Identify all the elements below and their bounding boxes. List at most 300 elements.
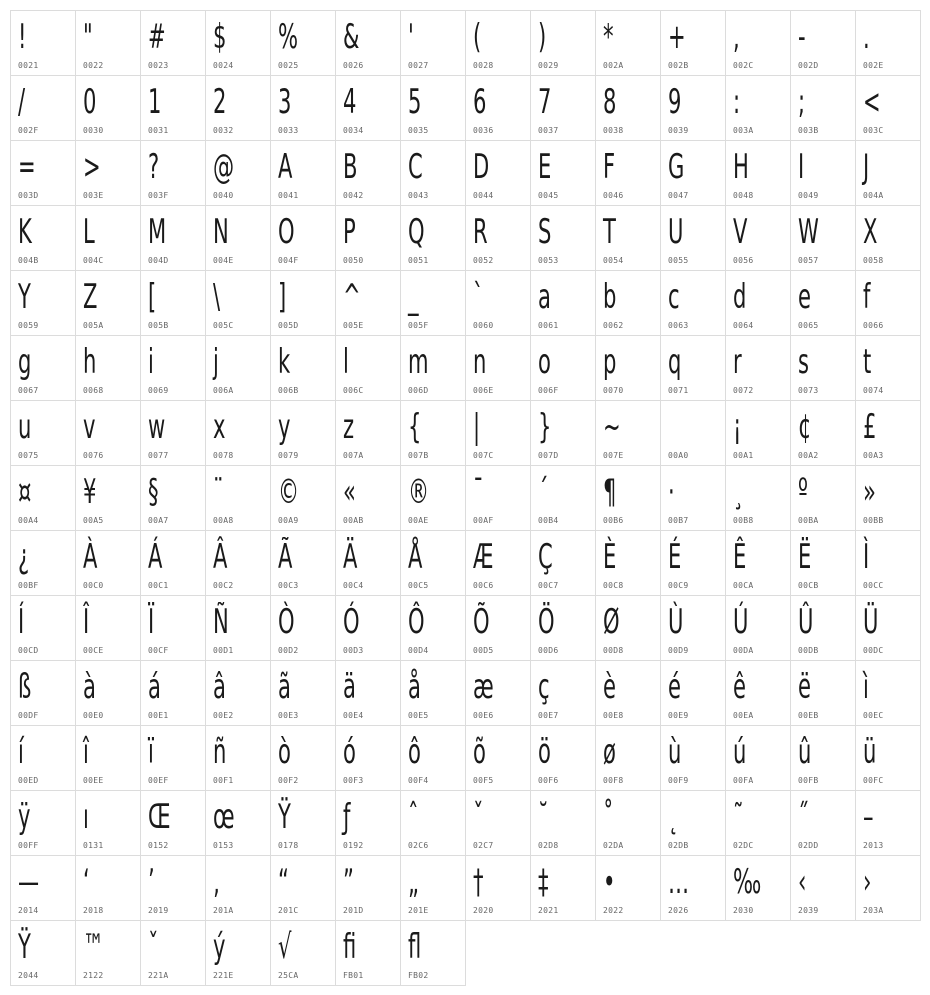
glyph-char: ì: [863, 667, 869, 707]
glyph-code: 002B: [668, 61, 689, 70]
glyph-char: ;: [798, 82, 806, 122]
glyph-char: f: [863, 277, 871, 317]
glyph-cell: [335, 855, 401, 921]
glyph-cell: [855, 725, 921, 791]
glyph-code: 0060: [473, 321, 494, 330]
glyph-cell: [725, 335, 791, 401]
glyph-cell: [75, 530, 141, 596]
glyph-code: 0067: [18, 386, 39, 395]
glyph-code: 2018: [83, 906, 104, 915]
glyph-cell: [400, 595, 466, 661]
glyph-code: 0070: [603, 386, 624, 395]
glyph-char: Ò: [278, 602, 295, 642]
glyph-char: l: [343, 342, 349, 382]
glyph-char: ‡: [538, 862, 549, 902]
glyph-code: 006A: [213, 386, 234, 395]
glyph-char: Ü: [863, 602, 879, 642]
glyph-char: ~: [603, 407, 621, 447]
glyph-cell: [140, 400, 206, 466]
glyph-code: 0061: [538, 321, 559, 330]
glyph-cell: [725, 465, 791, 531]
glyph-cell: [10, 465, 76, 531]
glyph-code: 006F: [538, 386, 559, 395]
glyph-code: 006C: [343, 386, 364, 395]
glyph-cell: [75, 75, 141, 141]
glyph-char: Û: [798, 602, 814, 642]
glyph-code: 00CF: [148, 646, 169, 655]
glyph-cell: [140, 855, 206, 921]
glyph-char: ü: [863, 732, 877, 772]
glyph-code: 0056: [733, 256, 754, 265]
glyph-char: ·: [668, 472, 675, 512]
glyph-char: >: [83, 147, 101, 187]
glyph-code: 00E9: [668, 711, 689, 720]
glyph-code: 00C1: [148, 581, 169, 590]
glyph-char: T: [603, 212, 616, 252]
glyph-code: 00F4: [408, 776, 429, 785]
glyph-cell: [530, 595, 596, 661]
glyph-cell: [725, 140, 791, 206]
glyph-char: º: [798, 472, 808, 512]
glyph-cell: [855, 595, 921, 661]
glyph-cell: [465, 660, 531, 726]
glyph-char: û: [798, 732, 812, 772]
glyph-code: 00E8: [603, 711, 624, 720]
glyph-char: ˇ: [148, 927, 159, 967]
glyph-char: =: [18, 147, 36, 187]
glyph-cell: [855, 75, 921, 141]
glyph-char: ”: [343, 862, 354, 902]
glyph-code: 0025: [278, 61, 299, 70]
glyph-char: t: [863, 342, 872, 382]
glyph-char: i: [148, 342, 154, 382]
glyph-code: 0028: [473, 61, 494, 70]
glyph-char: 3: [278, 82, 292, 122]
glyph-cell: [530, 790, 596, 856]
glyph-char: ß: [18, 667, 32, 707]
glyph-code: 0037: [538, 126, 559, 135]
glyph-char: Ç: [538, 537, 553, 577]
glyph-char: Ì: [863, 537, 870, 577]
glyph-cell: [205, 595, 271, 661]
glyph-code: 004E: [213, 256, 234, 265]
glyph-char: Ñ: [213, 602, 229, 642]
glyph-code: 00F9: [668, 776, 689, 785]
glyph-cell: [660, 75, 726, 141]
glyph-char: Å: [408, 537, 423, 577]
glyph-cell: [790, 400, 856, 466]
glyph-code: 00B7: [668, 516, 689, 525]
glyph-cell: [400, 205, 466, 271]
glyph-code: 0035: [408, 126, 429, 135]
glyph-code: 0055: [668, 256, 689, 265]
glyph-cell: [270, 10, 336, 76]
glyph-code: 0054: [603, 256, 624, 265]
glyph-cell: [10, 530, 76, 596]
glyph-code: 005D: [278, 321, 299, 330]
glyph-code: 00C9: [668, 581, 689, 590]
glyph-char: G: [668, 147, 685, 187]
glyph-char: 8: [603, 82, 617, 122]
glyph-char: ‘: [83, 862, 90, 902]
glyph-char: ø: [603, 732, 616, 772]
glyph-cell: [140, 920, 206, 986]
glyph-cell: [400, 400, 466, 466]
glyph-char: È: [603, 537, 617, 577]
glyph-cell: [270, 660, 336, 726]
glyph-char: †: [473, 862, 484, 902]
glyph-cell: [400, 270, 466, 336]
glyph-cell: [400, 335, 466, 401]
glyph-char: å: [408, 667, 421, 707]
glyph-cell: [335, 465, 401, 531]
glyph-code: 007D: [538, 451, 559, 460]
glyph-code: 00CA: [733, 581, 754, 590]
glyph-code: 00DF: [18, 711, 39, 720]
glyph-code: 0045: [538, 191, 559, 200]
glyph-char: Õ: [473, 602, 490, 642]
glyph-code: 221A: [148, 971, 169, 980]
glyph-code: 0033: [278, 126, 299, 135]
glyph-cell: [140, 790, 206, 856]
glyph-cell: [595, 790, 661, 856]
glyph-code: 004F: [278, 256, 299, 265]
glyph-cell: [465, 335, 531, 401]
glyph-code: 00F1: [213, 776, 234, 785]
glyph-code: 00EF: [148, 776, 169, 785]
glyph-code: 00CC: [863, 581, 884, 590]
glyph-cell: [205, 790, 271, 856]
glyph-char: Î: [83, 602, 90, 642]
glyph-code: 0044: [473, 191, 494, 200]
glyph-code: 0178: [278, 841, 299, 850]
glyph-cell: [270, 725, 336, 791]
glyph-char: ﬁ: [343, 927, 357, 967]
glyph-code: 201E: [408, 906, 429, 915]
glyph-cell: [140, 725, 206, 791]
glyph-cell: [205, 10, 271, 76]
glyph-char: 9: [668, 82, 682, 122]
glyph-code: 0078: [213, 451, 234, 460]
glyph-char: §: [148, 472, 159, 512]
glyph-code: 002E: [863, 61, 884, 70]
glyph-cell: [140, 660, 206, 726]
glyph-char: O: [278, 212, 295, 252]
glyph-char: ©: [278, 472, 300, 512]
glyph-code: 0077: [148, 451, 169, 460]
glyph-cell: [75, 920, 141, 986]
glyph-code: 00E5: [408, 711, 429, 720]
glyph-char: J: [863, 147, 870, 187]
glyph-cell: [335, 205, 401, 271]
glyph-cell: [140, 205, 206, 271]
glyph-cell: [75, 465, 141, 531]
glyph-cell: [10, 10, 76, 76]
glyph-code: FB02: [408, 971, 429, 980]
glyph-cell: [335, 595, 401, 661]
glyph-char: ˜: [733, 797, 744, 837]
glyph-char: Ù: [668, 602, 684, 642]
glyph-char: ¿: [18, 537, 30, 577]
glyph-char: s: [798, 342, 809, 382]
glyph-code: 00ED: [18, 776, 39, 785]
glyph-char: b: [603, 277, 617, 317]
glyph-code: 002F: [18, 126, 39, 135]
glyph-code: 00C4: [343, 581, 364, 590]
glyph-char: y: [278, 407, 291, 447]
glyph-cell: [725, 10, 791, 76]
glyph-cell: [790, 595, 856, 661]
glyph-char: -: [798, 17, 806, 57]
glyph-cell: [790, 140, 856, 206]
glyph-code: 0065: [798, 321, 819, 330]
glyph-code: 00EA: [733, 711, 754, 720]
glyph-code: 00D2: [278, 646, 299, 655]
glyph-cell: [400, 855, 466, 921]
glyph-code: 00EC: [863, 711, 884, 720]
glyph-cell: [335, 75, 401, 141]
glyph-cell: [140, 595, 206, 661]
glyph-cell: [75, 335, 141, 401]
glyph-char: Ó: [343, 602, 360, 642]
glyph-cell: [595, 595, 661, 661]
glyph-code: 00BB: [863, 516, 884, 525]
glyph-code: 0026: [343, 61, 364, 70]
glyph-cell: [855, 140, 921, 206]
glyph-code: 0046: [603, 191, 624, 200]
glyph-cell: [855, 10, 921, 76]
glyph-char: ˝: [798, 797, 809, 837]
glyph-code: 0034: [343, 126, 364, 135]
glyph-char: Ô: [408, 602, 425, 642]
glyph-cell: [790, 75, 856, 141]
glyph-code: 00E6: [473, 711, 494, 720]
glyph-char: ˛: [668, 797, 679, 837]
glyph-char: (: [473, 17, 482, 57]
glyph-char: 7: [538, 82, 552, 122]
glyph-code: 005A: [83, 321, 104, 330]
glyph-cell: [790, 660, 856, 726]
glyph-char: æ: [473, 667, 494, 707]
glyph-char: ¤: [18, 472, 32, 512]
glyph-code: 005F: [408, 321, 429, 330]
glyph-code: 2026: [668, 906, 689, 915]
glyph-cell: [10, 140, 76, 206]
glyph-char: ý: [213, 927, 226, 967]
glyph-char: p: [603, 342, 617, 382]
glyph-cell: [790, 205, 856, 271]
glyph-cell: [10, 75, 76, 141]
glyph-char: ®: [408, 472, 430, 512]
glyph-code: 2014: [18, 906, 39, 915]
glyph-cell: [400, 140, 466, 206]
glyph-cell: [10, 855, 76, 921]
glyph-code: 0075: [18, 451, 39, 460]
glyph-char: ¶: [603, 472, 617, 512]
glyph-cell: [10, 205, 76, 271]
glyph-code: 004B: [18, 256, 39, 265]
glyph-cell: [595, 725, 661, 791]
glyph-char: ˆ: [408, 797, 419, 837]
glyph-code: 003F: [148, 191, 169, 200]
glyph-cell: [75, 855, 141, 921]
glyph-cell: [140, 335, 206, 401]
glyph-char: 1: [148, 82, 162, 122]
glyph-char: Ú: [733, 602, 749, 642]
glyph-char: 6: [473, 82, 487, 122]
glyph-cell: [140, 530, 206, 596]
glyph-char: K: [18, 212, 32, 252]
glyph-char: ã: [278, 667, 291, 707]
glyph-cell: [465, 790, 531, 856]
glyph-char: B: [343, 147, 358, 187]
glyph-code: 0039: [668, 126, 689, 135]
glyph-char: á: [148, 667, 161, 707]
glyph-cell: [205, 660, 271, 726]
glyph-cell: [530, 725, 596, 791]
glyph-code: 0072: [733, 386, 754, 395]
glyph-code: 2013: [863, 841, 884, 850]
glyph-cell: [790, 855, 856, 921]
glyph-code: 0079: [278, 451, 299, 460]
glyph-char: X: [863, 212, 878, 252]
glyph-code: 00AF: [473, 516, 494, 525]
glyph-cell: [205, 205, 271, 271]
glyph-code: 003D: [18, 191, 39, 200]
glyph-char: H: [733, 147, 749, 187]
glyph-char: <: [863, 82, 881, 122]
glyph-char: À: [83, 537, 98, 577]
glyph-char: ¸: [733, 472, 744, 512]
glyph-char: √: [278, 927, 292, 967]
glyph-char: ê: [733, 667, 746, 707]
glyph-cell: [855, 660, 921, 726]
glyph-cell: [75, 790, 141, 856]
glyph-char: ö: [538, 732, 551, 772]
glyph-cell: [725, 595, 791, 661]
glyph-cell: [595, 10, 661, 76]
glyph-cell: [465, 530, 531, 596]
glyph-char: N: [213, 212, 229, 252]
glyph-cell: [75, 400, 141, 466]
glyph-char: –: [863, 797, 874, 837]
glyph-cell: [855, 205, 921, 271]
glyph-cell: [660, 530, 726, 596]
glyph-code: 00CB: [798, 581, 819, 590]
glyph-cell: [335, 270, 401, 336]
glyph-code: 00CD: [18, 646, 39, 655]
glyph-code: 0048: [733, 191, 754, 200]
glyph-cell: [530, 10, 596, 76]
glyph-char: L: [83, 212, 95, 252]
glyph-char: u: [18, 407, 32, 447]
glyph-code: 007E: [603, 451, 624, 460]
glyph-code: 201C: [278, 906, 299, 915]
glyph-char: ¢: [798, 407, 812, 447]
glyph-char: ": [83, 17, 93, 57]
glyph-char: Z: [83, 277, 98, 317]
glyph-char: Ÿ: [278, 797, 291, 837]
glyph-cell: [205, 400, 271, 466]
glyph-char: ‰: [733, 862, 762, 902]
glyph-char: a: [538, 277, 551, 317]
glyph-cell: [790, 270, 856, 336]
glyph-code: 2044: [18, 971, 39, 980]
glyph-cell: [855, 335, 921, 401]
glyph-code: 00AB: [343, 516, 364, 525]
glyph-code: 0024: [213, 61, 234, 70]
glyph-code: 00F3: [343, 776, 364, 785]
glyph-char: œ: [213, 797, 235, 837]
glyph-char: ñ: [213, 732, 227, 772]
glyph-char: ù: [668, 732, 682, 772]
glyph-code: 005C: [213, 321, 234, 330]
glyph-char: Ä: [343, 537, 358, 577]
glyph-code: 00D4: [408, 646, 429, 655]
glyph-char: ^: [343, 277, 361, 317]
glyph-code: 007B: [408, 451, 429, 460]
glyph-code: 00FF: [18, 841, 39, 850]
glyph-code: 00FA: [733, 776, 754, 785]
glyph-cell: [140, 465, 206, 531]
glyph-cell: [660, 855, 726, 921]
glyph-code: 002A: [603, 61, 624, 70]
glyph-code: 002D: [798, 61, 819, 70]
glyph-cell: [725, 75, 791, 141]
glyph-cell: [725, 855, 791, 921]
glyph-code: 00BF: [18, 581, 39, 590]
glyph-cell: [400, 790, 466, 856]
glyph-code: 00AE: [408, 516, 429, 525]
glyph-char: +: [668, 17, 686, 57]
glyph-cell: [335, 530, 401, 596]
glyph-cell: [10, 920, 76, 986]
glyph-cell: [660, 660, 726, 726]
glyph-char: ,: [733, 17, 740, 57]
glyph-char: c: [668, 277, 680, 317]
glyph-code: 02DC: [733, 841, 754, 850]
glyph-char: }: [538, 407, 552, 447]
glyph-char: ı: [83, 797, 89, 837]
glyph-char: &: [343, 17, 360, 57]
glyph-char: !: [18, 17, 27, 57]
glyph-char: ƒ: [343, 797, 351, 837]
glyph-char: ú: [733, 732, 747, 772]
glyph-code: 2030: [733, 906, 754, 915]
glyph-char: ò: [278, 732, 291, 772]
glyph-code: 00D3: [343, 646, 364, 655]
glyph-cell: [270, 140, 336, 206]
glyph-code: 006D: [408, 386, 429, 395]
glyph-char: ˇ: [473, 797, 484, 837]
glyph-code: 006B: [278, 386, 299, 395]
glyph-code: 002C: [733, 61, 754, 70]
glyph-cell: [400, 725, 466, 791]
glyph-code: 00C6: [473, 581, 494, 590]
glyph-char: î: [83, 732, 89, 772]
glyph-cell: [335, 10, 401, 76]
glyph-cell: [270, 855, 336, 921]
glyph-cell: [205, 725, 271, 791]
glyph-char: v: [83, 407, 96, 447]
glyph-cell: [75, 660, 141, 726]
glyph-code: 005E: [343, 321, 364, 330]
glyph-char: C: [408, 147, 423, 187]
glyph-char: ‹: [798, 862, 807, 902]
glyph-char: …: [668, 862, 690, 902]
glyph-char: Ã: [278, 537, 293, 577]
glyph-char: `: [473, 277, 484, 317]
